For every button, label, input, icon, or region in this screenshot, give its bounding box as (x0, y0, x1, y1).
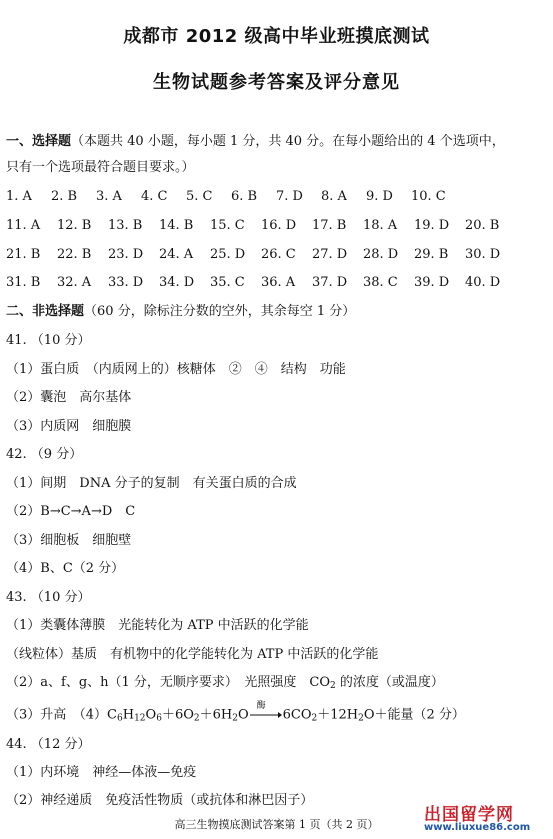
answer-cell: 9. D (366, 189, 393, 204)
answer-cell: 22. B (57, 247, 92, 262)
answer-cell: 3. A (96, 189, 122, 204)
subscript: 2 (193, 713, 200, 724)
q43-answer-2 (6, 675, 444, 691)
answer-cell: 26. C (261, 247, 296, 262)
answer-cell: 38. C (363, 275, 398, 290)
answer-cell: 4. C (141, 189, 168, 204)
q44-answer-1: （1）内环境 神经—体液—免疫 (6, 765, 197, 780)
q41-answer-1: （1）蛋白质 （内质网上的）核糖体 ② ④ 结构 功能 (6, 362, 346, 377)
q42-answer-3: （3）细胞板 细胞壁 (6, 533, 132, 548)
answer-cell: 12. B (57, 218, 92, 233)
answer-cell: 28. D (363, 247, 399, 262)
arrow-icon (249, 711, 283, 719)
section1-intro-line (6, 134, 505, 150)
answer-cell: 25. D (210, 247, 246, 262)
subscript: 2 (358, 713, 364, 724)
equation-co2: 6CO (282, 707, 312, 723)
equation-oxygen: ＋6O (161, 707, 194, 723)
section1-intro: （本题共 40 小题，每小题 1 分，共 40 分。在每小题给出的 4 个选项中， (71, 134, 505, 149)
q43-answer-2-tail: 的浓度（或温度） (335, 675, 444, 690)
answer-cell: 23. D (108, 247, 144, 262)
q42-answer-2: （2）B→C→A→D C (6, 504, 136, 519)
watermark-name: 出国留学网 (424, 805, 514, 825)
answer-cell: 5. C (186, 189, 213, 204)
answer-cell: 29. B (414, 247, 449, 262)
equation-energy: O＋能量（2 分） (363, 707, 465, 723)
answer-cell: 27. D (312, 247, 348, 262)
answer-cell: 11. A (6, 218, 41, 233)
document-title: 成都市 2012 级高中毕业班摸底测试 (123, 26, 430, 47)
subscript: 2 (232, 713, 238, 724)
answer-cell: 35. C (210, 275, 245, 290)
answer-cell: 17. B (312, 218, 347, 233)
reaction-arrow (249, 701, 283, 723)
answer-cell: 30. D (465, 247, 501, 262)
q44-answer-2: （2）神经递质 免疫活性物质（或抗体和淋巴因子） (6, 793, 314, 808)
answer-cell: 39. D (414, 275, 450, 290)
equation-prefix: （3）升高 （4）C (6, 707, 117, 723)
answer-row-4 (6, 275, 516, 291)
section2-intro-line (6, 304, 355, 320)
answer-cell: 16. D (261, 218, 297, 233)
answer-cell: 36. A (261, 275, 296, 290)
equation-o: O (145, 707, 157, 723)
q43-answer-3-equation (6, 701, 465, 724)
q41-answer-2: （2）囊泡 高尔基体 (6, 390, 132, 405)
answer-cell: 19. D (414, 218, 450, 233)
answer-cell: 31. B (6, 275, 41, 290)
section2-heading: 二、非选择题 (6, 304, 85, 319)
answer-cell: 32. A (57, 275, 92, 290)
answer-row-3 (6, 247, 516, 263)
answer-cell: 24. A (159, 247, 194, 262)
answer-cell: 33. D (108, 275, 144, 290)
answer-cell: 37. D (312, 275, 348, 290)
answer-cell: 40. D (465, 275, 501, 290)
q43-answer-1b: （线粒体）基质 有机物中的化学能转化为 ATP 中活跃的化学能 (6, 647, 379, 662)
q41-answer-3: （3）内质网 细胞膜 (6, 419, 132, 434)
subscript: 6 (117, 713, 123, 724)
q41-label: 41. （10 分） (6, 333, 91, 348)
subscript: 2 (311, 713, 318, 724)
document-subtitle: 生物试题参考答案及评分意见 (153, 72, 400, 93)
answer-cell: 10. C (411, 189, 446, 204)
q42-answer-4: （4）B、C（2 分） (6, 561, 125, 576)
q42-label: 42. （9 分） (6, 447, 83, 462)
equation-water: ＋6H (199, 707, 233, 723)
watermark-logo (424, 800, 550, 836)
section1-intro-continued: 只有一个选项最符合题目要求。） (6, 160, 195, 175)
equation-h: H (122, 707, 135, 723)
answer-cell: 1. A (6, 189, 32, 204)
answer-cell: 7. D (276, 189, 303, 204)
answer-cell: 13. B (108, 218, 143, 233)
q42-answer-1: （1）间期 DNA 分子的复制 有关蛋白质的合成 (6, 476, 297, 491)
subscript: 12 (134, 713, 146, 724)
page-footer: 高三生物摸底测试答案第 1 页（共 2 页） (174, 818, 379, 831)
enzyme-label: 酶 (256, 701, 266, 711)
answer-row-1 (6, 189, 456, 205)
answer-cell: 21. B (6, 247, 41, 262)
watermark-url: www.liuxue86.com (424, 822, 531, 833)
subscript: 2 (330, 681, 336, 691)
q43-label: 43. （10 分） (6, 590, 91, 605)
q43-answer-1: （1）类囊体薄膜 光能转化为 ATP 中活跃的化学能 (6, 618, 309, 633)
answer-cell: 14. B (159, 218, 194, 233)
section2-intro: （60 分，除标注分数的空外，其余每空 1 分） (84, 304, 356, 319)
answer-row-2 (6, 218, 516, 234)
equation-water-o: O (237, 707, 249, 723)
answer-cell: 2. B (51, 189, 78, 204)
answer-cell: 34. D (159, 275, 195, 290)
answer-cell: 6. B (231, 189, 258, 204)
answer-cell: 18. A (363, 218, 398, 233)
q44-label: 44. （12 分） (6, 737, 91, 752)
answer-cell: 20. B (465, 218, 500, 233)
answer-cell: 8. A (321, 189, 347, 204)
q43-answer-2-text: （2）a、f、g、h（1 分，无顺序要求） 光照强度 CO (6, 675, 331, 690)
subscript: 6 (156, 713, 162, 724)
equation-h2o-product: ＋12H (317, 707, 359, 723)
section1-heading: 一、选择题 (6, 134, 72, 149)
answer-cell: 15. C (210, 218, 245, 233)
